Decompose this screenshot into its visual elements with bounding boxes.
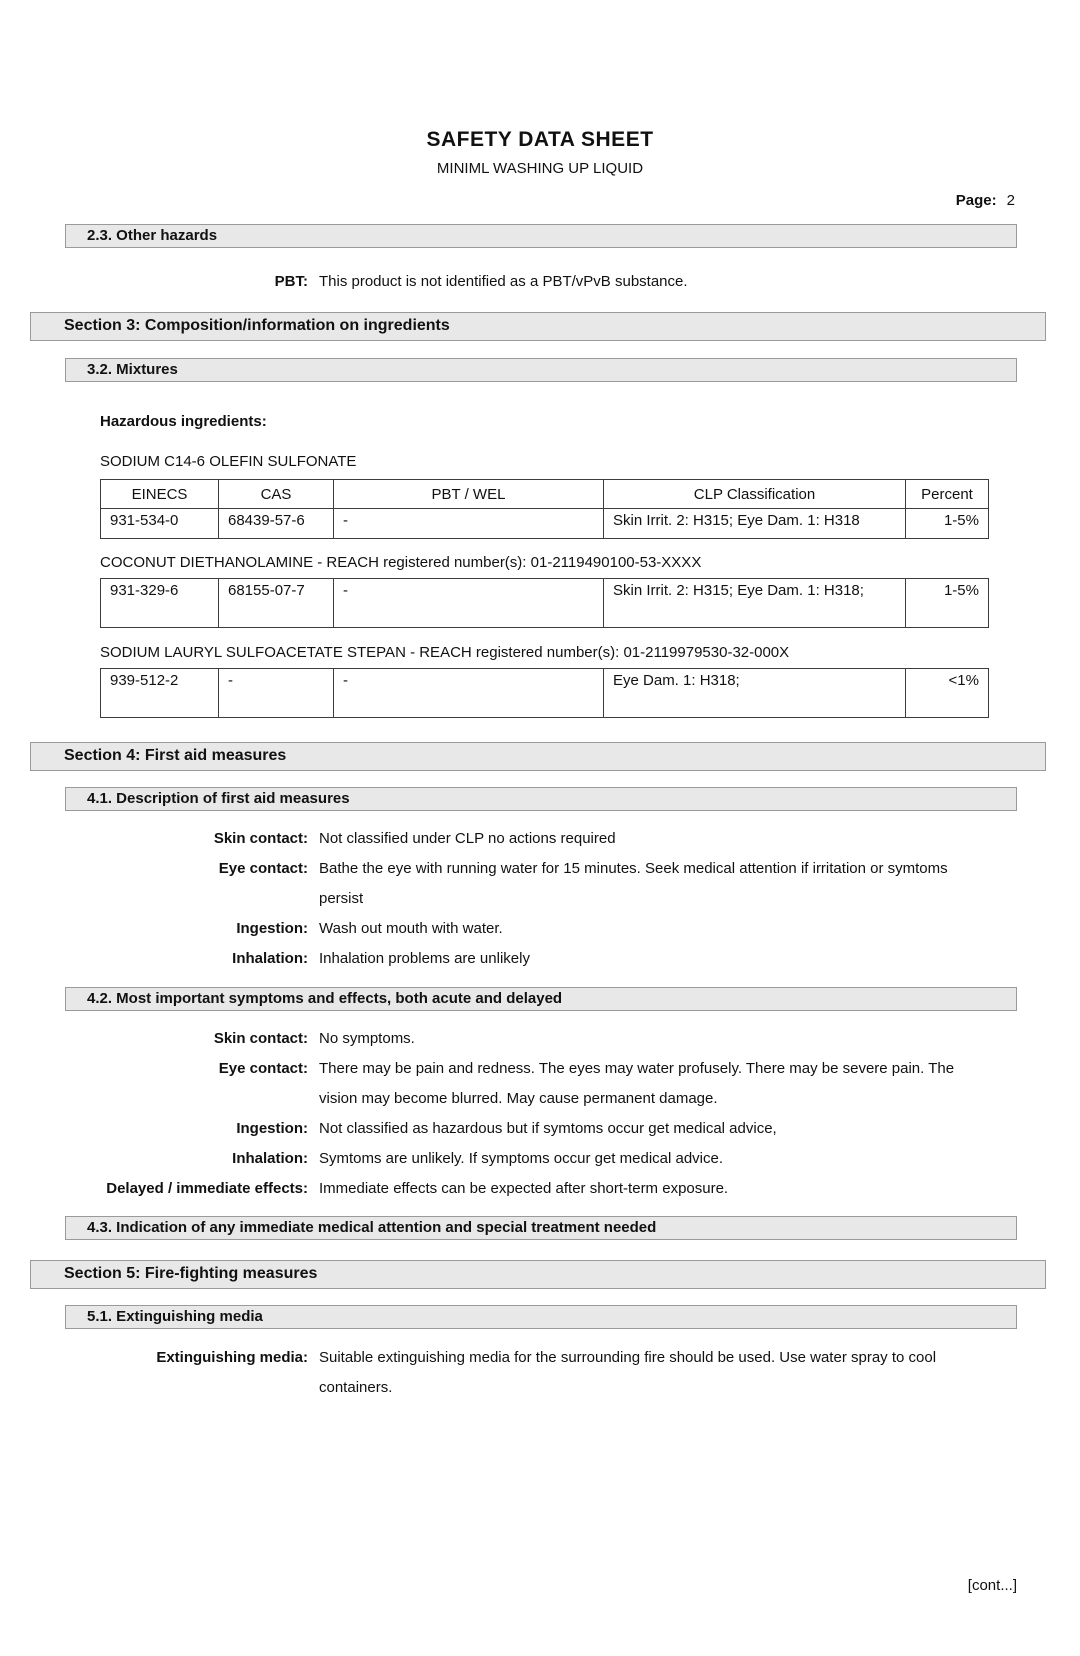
header-einecs: EINECS xyxy=(101,480,219,509)
cell-einecs: 931-534-0 xyxy=(101,509,219,539)
symptom-row xyxy=(60,1174,1080,1204)
row-text: Wash out mouth with water. xyxy=(319,920,503,937)
pbt-label: PBT: xyxy=(274,273,308,290)
section-4-header: Section 4: First aid measures xyxy=(30,742,1046,771)
first-aid-row xyxy=(60,944,1080,974)
table-row xyxy=(101,579,989,628)
ingredient-1-name: SODIUM C14-6 OLEFIN SULFONATE xyxy=(100,453,357,470)
cell-cas: 68439-57-6 xyxy=(219,509,334,539)
header-percent: Percent xyxy=(906,480,989,509)
section-2-3-header: 2.3. Other hazards xyxy=(65,224,1017,248)
continuation-marker: [cont...] xyxy=(967,1577,1017,1594)
section-5-header: Section 5: Fire-fighting measures xyxy=(30,1260,1046,1289)
symptom-row xyxy=(60,1024,1080,1054)
row-label: Skin contact: xyxy=(213,1030,308,1047)
first-aid-row xyxy=(60,854,1080,914)
page-indicator xyxy=(0,192,1015,209)
document-title: SAFETY DATA SHEET xyxy=(426,128,654,151)
extinguishing-media-row xyxy=(60,1343,1080,1403)
ingredient-2-table xyxy=(100,578,989,628)
row-label: Skin contact: xyxy=(213,830,308,847)
cell-pbt-wel: - xyxy=(334,669,604,718)
symptom-row xyxy=(60,1114,1080,1144)
pbt-text: This product is not identified as a PBT/vPvB substance. xyxy=(319,273,688,290)
row-label: Ingestion: xyxy=(236,1120,308,1137)
table-row xyxy=(101,669,989,718)
row-label: Extinguishing media: xyxy=(156,1349,308,1366)
row-text: Inhalation problems are unlikely xyxy=(319,950,530,967)
row-text: Symtoms are unlikely. If symptoms occur get medical advice. xyxy=(319,1150,724,1167)
section-4-2-header: 4.2. Most important symptoms and effects, both acute and delayed xyxy=(65,987,1017,1011)
symptom-row xyxy=(60,1054,1080,1114)
cell-clp: Skin Irrit. 2: H315; Eye Dam. 1: H318 xyxy=(604,509,906,539)
row-text: Not classified under CLP no actions required xyxy=(319,830,616,847)
row-label: Eye contact: xyxy=(218,860,308,877)
cell-percent: 1-5% xyxy=(906,579,989,628)
table-row xyxy=(101,509,989,539)
section-3-header: Section 3: Composition/information on ingredients xyxy=(30,312,1046,341)
cell-clp: Eye Dam. 1: H318; xyxy=(604,669,906,718)
cell-einecs: 931-329-6 xyxy=(101,579,219,628)
cell-clp: Skin Irrit. 2: H315; Eye Dam. 1: H318; xyxy=(604,579,906,628)
row-text: There may be pain and redness. The eyes may water profusely. There may be severe pain. The vision may become blurred. May cause permanent damage. xyxy=(319,1060,955,1107)
cell-cas: - xyxy=(219,669,334,718)
product-name: MINIML WASHING UP LIQUID xyxy=(436,160,644,177)
row-text: Immediate effects can be expected after short-term exposure. xyxy=(319,1180,729,1197)
first-aid-row xyxy=(60,914,1080,944)
cell-einecs: 939-512-2 xyxy=(101,669,219,718)
row-label: Eye contact: xyxy=(218,1060,308,1077)
ingredient-1-table xyxy=(100,479,989,539)
section-4-3-header: 4.3. Indication of any immediate medical attention and special treatment needed xyxy=(65,1216,1017,1240)
page-label: Page: xyxy=(955,192,997,209)
pbt-row xyxy=(60,267,1080,297)
row-label: Inhalation: xyxy=(232,1150,308,1167)
section-3-2-header: 3.2. Mixtures xyxy=(65,358,1017,382)
row-text: Bathe the eye with running water for 15 minutes. Seek medical attention if irritation or symtoms persist xyxy=(319,860,948,907)
section-5-1-header: 5.1. Extinguishing media xyxy=(65,1305,1017,1329)
cell-cas: 68155-07-7 xyxy=(219,579,334,628)
row-label: Ingestion: xyxy=(236,920,308,937)
header-pbt-wel: PBT / WEL xyxy=(334,480,604,509)
hazardous-ingredients-label: Hazardous ingredients: xyxy=(100,413,267,430)
header-clp-classification: CLP Classification xyxy=(604,480,906,509)
first-aid-row xyxy=(60,824,1080,854)
symptom-row xyxy=(60,1144,1080,1174)
row-text: Suitable extinguishing media for the surrounding fire should be used. Use water spray to cool containers. xyxy=(319,1349,937,1396)
cell-pbt-wel: - xyxy=(334,579,604,628)
section-4-1-header: 4.1. Description of first aid measures xyxy=(65,787,1017,811)
page-number: 2 xyxy=(1006,192,1015,209)
ingredient-2-name: COCONUT DIETHANOLAMINE - REACH registered number(s): 01-2119490100-53-XXXX xyxy=(100,554,702,571)
cell-percent: <1% xyxy=(906,669,989,718)
cell-percent: 1-5% xyxy=(906,509,989,539)
row-label: Delayed / immediate effects: xyxy=(106,1180,308,1197)
ingredient-3-table xyxy=(100,668,989,718)
row-label: Inhalation: xyxy=(232,950,308,967)
table-header-row xyxy=(101,480,989,509)
ingredient-3-name: SODIUM LAURYL SULFOACETATE STEPAN - REACH registered number(s): 01-2119979530-32-000X xyxy=(100,644,790,661)
cell-pbt-wel: - xyxy=(334,509,604,539)
header-cas: CAS xyxy=(219,480,334,509)
row-text: Not classified as hazardous but if symtoms occur get medical advice, xyxy=(319,1120,777,1137)
row-text: No symptoms. xyxy=(319,1030,415,1047)
